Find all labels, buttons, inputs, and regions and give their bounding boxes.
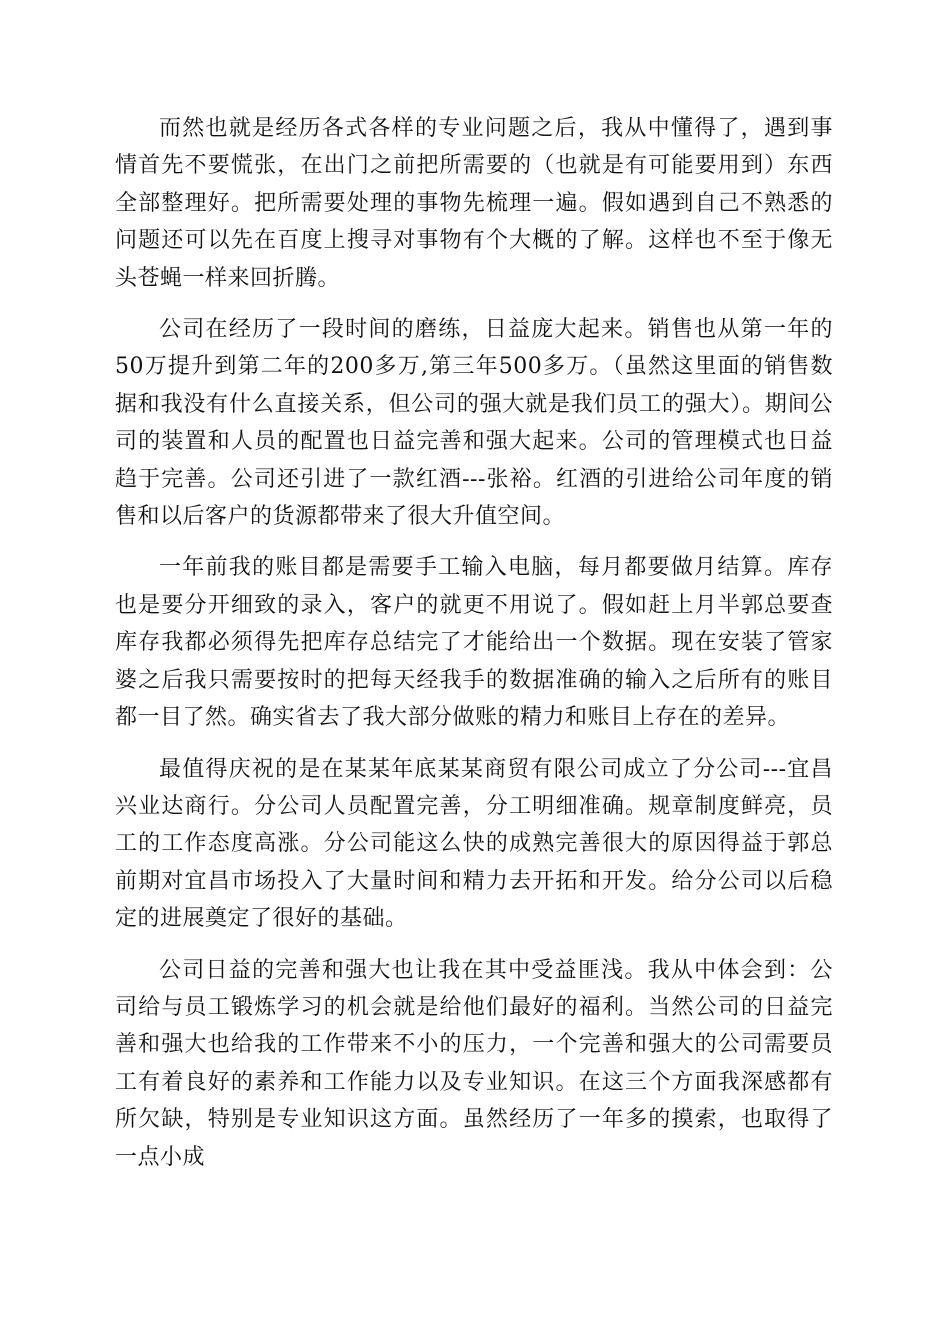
paragraph-2: 公司在经历了一段时间的磨练，日益庞大起来。销售也从第一年的 50万提升到第二年的200多万,第三年500多万。（虽然这里面的销售数据和我没有什么直接关系，但公司的强大就是我们员工的强大）。期间公司的装置和人员的配置也日益完善和强大起来。公司的管理模式也日益趋于完善。公司还引进了一款红酒---张裕。红酒的引进给公司年度的销售和以后客户的货源都带来了很大升值空间。: [115, 317, 833, 530]
paragraph-1: 而然也就是经历各式各样的专业问题之后，我从中懂得了，遇到事情首先不要慌张，在出门之前把所需要的（也就是有可能要用到）东西全部整理好。把所需要处理的事物先梳理一遍。假如遇到自己不熟悉的问题还可以先在百度上搜寻对事物有个大概的了解。这样也不至于像无头苍蝇一样来回折腾。: [115, 116, 833, 291]
paragraph-3: 一年前我的账目都是需要手工输入电脑，每月都要做月结算。库存也是要分开细致的录入，客户的就更不用说了。假如赶上月半郭总要查库存我都必须得先把库存总结完了才能给出一个数据。现在安装了管家婆之后我只需要按时的把每天经我手的数据准确的输入之后所有的账目都一目了然。确实省去了我大部分做账的精力和账目上存在的差异。: [115, 555, 833, 731]
document-body: [115, 110, 833, 1190]
paragraph-5: 公司日益的完善和强大也让我在其中受益匪浅。我从中体会到：公司给与员工锻炼学习的机会就是给他们最好的福利。当然公司的日益完善和强大也给我的工作带来不小的压力，一个完善和强大的公司需要员工有着良好的素养和工作能力以及专业知识。在这三个方面我深感都有所欠缺，特别是专业知识这方面。虽然经历了一年多的摸索，也取得了一点小成: [115, 957, 833, 1170]
paragraph-4: 最值得庆祝的是在某某年底某某商贸有限公司成立了分公司---宜昌兴业达商行。分公司人员配置完善，分工明细准确。规章制度鲜亮，员工的工作态度高涨。分公司能这么快的成熟完善很大的原因得益于郭总前期对宜昌市场投入了大量时间和精力去开拓和开发。给分公司以后稳定的进展奠定了很好的基础。: [115, 756, 833, 932]
